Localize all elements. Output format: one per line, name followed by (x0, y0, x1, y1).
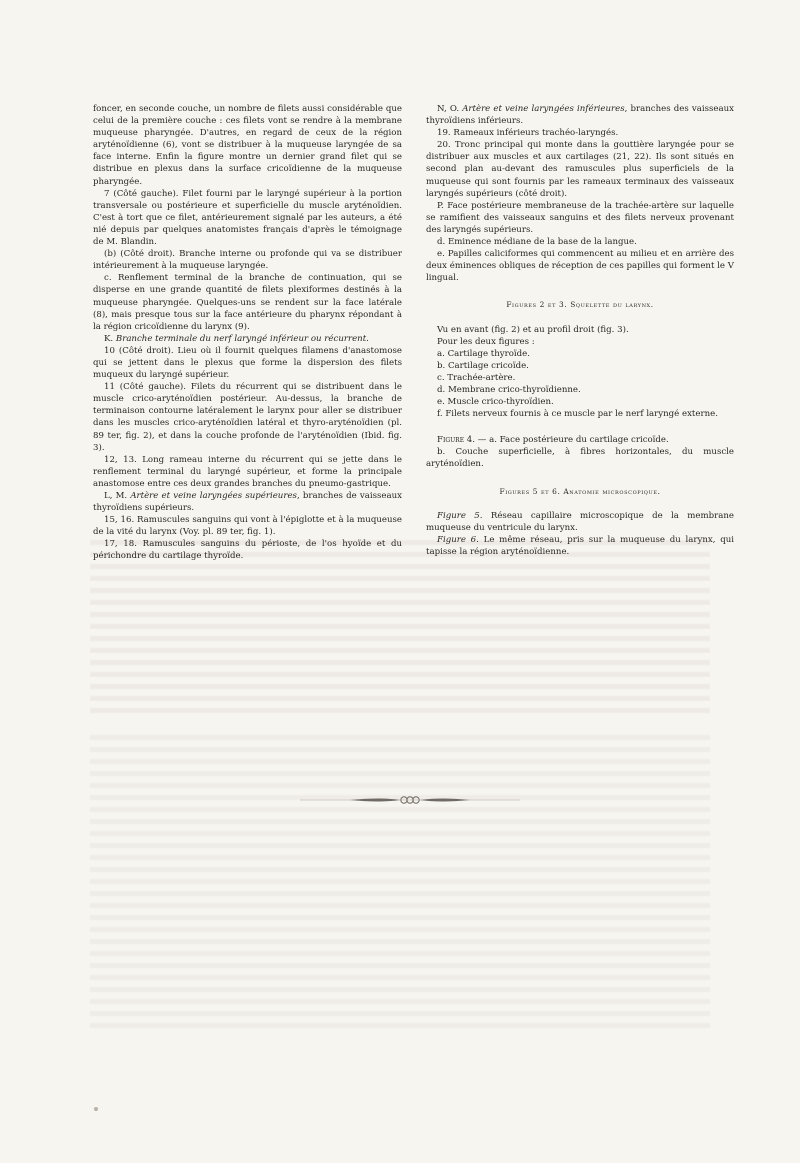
right-column (426, 103, 734, 558)
figures-2-3-heading: Figures 2 et 3. Squelette du larynx. (506, 300, 654, 310)
paragraph: 11 (Côté gauche). Filets du récurrent qui se distribuent dans le muscle crico-aryténoïdien postérieur. Au-dessus, la branche de terminaison contourne latéralement le larynx pour aller se distribuer dans les muscles crico-aryténoïdien latéral et thyro-aryténoïdien (pl. 89 ter, fig. 2), et dans la couche profonde de l'aryténoïdien (Ibid. fig. 3). (93, 382, 402, 453)
paragraph: 10 (Côté droit). Lieu où il fournit quelques filamens d'anastomose qui se jettent dans le plexus que forme la dispersion des filets muqueux du laryngé supérieur. (93, 345, 402, 381)
paragraph: N, O. Artère et veine laryngées inférieures, branches des vaisseaux thyroïdiens inférieurs. (426, 104, 734, 127)
paragraph: c. Renflement terminal de la branche de continuation, qui se disperse en une grande quantité de filets plexiformes destinés à la muqueuse pharyngée. Quelques-uns se rendent sur la face latérale (8), mais presque tous sur la face antérieure du pharynx répondant à la région cricoïdienne du larynx (9). (93, 273, 402, 332)
figure-legend-item: d. Membrane crico-thyroïdienne. (437, 384, 581, 395)
figure-legend-item: c. Trachée-artère. (437, 372, 516, 383)
paragraph: 17, 18. Ramuscules sanguins du périoste, de l'os hyoïde et du périchondre du cartilage thyroïde. (93, 539, 402, 562)
paragraph: P. Face postérieure membraneuse de la trachée-artère sur laquelle se ramifient des vaisseaux sanguins et des filets nerveux provenant des laryngés supérieurs. (426, 200, 734, 235)
figure-legend-item: f. Filets nerveux fournis à ce muscle par le nerf laryngé externe. (437, 409, 718, 420)
show-through-text-lower (90, 735, 710, 1035)
figure-legend-item: Vu en avant (fig. 2) et au profil droit (fig. 3). (437, 324, 629, 335)
paragraph: 12, 13. Long rameau interne du récurrent qui se jette dans le renflement terminal du laryngé supérieur, et forme la principale anastomose entre ces deux grandes branches du pneumo-gastrique. (93, 454, 402, 489)
italic-term: Figure 6. (437, 534, 479, 545)
left-column (93, 103, 402, 563)
figure-legend-item: b. Cartilage cricoïde. (437, 360, 529, 371)
paragraph: 15, 16. Ramuscules sanguins qui vont à l'épiglotte et à la muqueuse de la vité du larynx (Voy. pl. 89 ter, fig. 1). (93, 515, 402, 538)
paragraph: (b) (Côté droit). Branche interne ou profonde qui va se distribuer intérieurement à la muqueuse laryngée. (93, 249, 402, 272)
paragraph: 20. Tronc principal qui monte dans la gouttière laryngée pour se distribuer aux muscles et aux cartilages (21, 22). Ils sont situés en second plan au-devant des ramuscules plus superficiels de la muqueuse qui sont fournis par les rameaux terminaux des vaisseaux laryngés supérieurs (côté droit). (426, 140, 734, 199)
paragraph: foncer, en seconde couche, un nombre de filets aussi considérable que celui de la première couche : ces filets vont se rendre à la membrane muqueuse pharyngée. D'autres, en regard de ceux de la région aryténoïdienne (6), vont se distribuer à la muqueuse laryngée de sa face interne. Enfin la figure montre un dernier grand filet qui se distribue en plexus dans la surface cricoïdienne de la muqueuse pharyngée. (93, 104, 402, 187)
italic-term: Artère et veine laryngées supérieures (130, 491, 297, 501)
figures-5-6-heading: Figures 5 et 6. Anatomie microscopique. (499, 486, 661, 496)
figure-4-legend: Figure 4. — a. Face postérieure du cartilage cricoïde. (437, 435, 669, 446)
figure-legend-item: e. Muscle crico-thyroïdien. (437, 397, 554, 408)
figure-legend-item: b. Couche superficielle, à fibres horizontales, du muscle aryténoïdien. (426, 447, 734, 470)
paragraph: K. Branche terminale du nerf laryngé inférieur ou récurrent. (104, 333, 369, 344)
figure-legend-item: Pour les deux figures : (437, 336, 535, 347)
show-through-text (90, 540, 710, 720)
figure-4-label: Figure 4. — (437, 435, 490, 446)
ornament-divider (300, 792, 520, 808)
italic-term: Artère et veine laryngées inférieures (462, 104, 625, 114)
paragraph: 7 (Côté gauche). Filet fourni par le laryngé supérieur à la portion transversale ou postérieure et superficielle du muscle aryténoïdien. C'est à tort que ce filet, antérieurement signalé par les auteurs, a été nié depuis par quelques anatomistes français d'après le témoignage de M. Blandin. (93, 188, 402, 248)
italic-term: Figure 5. (437, 510, 483, 521)
figure-legend-item: Figure 5. Réseau capillaire microscopique de la membrane muqueuse du ventricule du larynx. (426, 510, 735, 533)
ink-dot (94, 1107, 98, 1111)
figure-legend-item: Figure 6. Le même réseau, pris sur la muqueuse du larynx, qui tapisse la région aryténoïdienne. (426, 534, 734, 557)
figure-legend-item: a. Cartilage thyroïde. (437, 348, 530, 359)
paragraph: L, M. Artère et veine laryngées supérieures, branches de vaisseaux thyroïdiens supérieurs. (93, 491, 403, 514)
italic-term: Branche terminale du nerf laryngé inférieur ou récurrent. (115, 333, 369, 344)
paragraph: d. Eminence médiane de la base de la langue. (437, 237, 637, 248)
paragraph: 19. Rameaux inférieurs trachéo-laryngés. (437, 128, 619, 139)
paragraph: e. Papilles caliciformes qui commencent au milieu et en arrière des deux éminences obliques de réception de ces papilles qui forment le V lingual. (426, 249, 734, 284)
